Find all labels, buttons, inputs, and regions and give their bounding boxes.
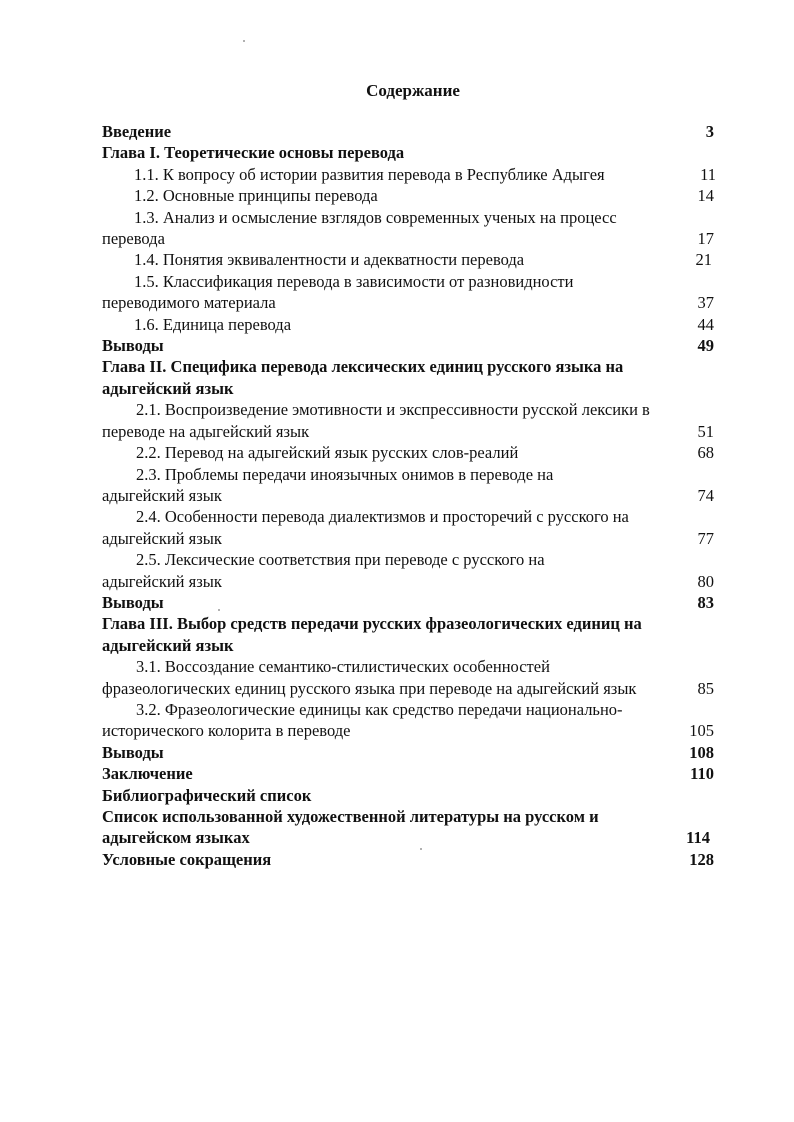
toc-entry-text: 1.1. К вопросу об истории развития перевода в Республике Адыгея — [134, 164, 605, 184]
toc-entry-page: 108 — [689, 742, 714, 762]
toc-entry-abbreviations — [102, 849, 714, 870]
toc-chapter-1 — [102, 142, 714, 163]
toc-entry-text: Выводы — [102, 336, 164, 356]
toc-entry-introduction — [102, 121, 714, 142]
scan-speck — [420, 848, 422, 850]
toc-entry-text: Выводы — [102, 592, 164, 612]
toc-entry-text: 1.5. Классификация перевода в зависимости от разновидности переводимого материала — [102, 271, 574, 313]
toc-entry-page: 14 — [697, 186, 714, 206]
toc-entry-text: 2.3. Проблемы передачи иноязычных онимов в переводе на адыгейский язык — [102, 464, 554, 505]
toc-entry-conclusions-3 — [102, 742, 714, 763]
toc-entry-2-5 — [102, 549, 714, 592]
toc-entry-2-1 — [102, 399, 714, 442]
toc-entry-text: Заключение — [102, 764, 193, 784]
toc-entry-text: 1.4. Понятия эквивалентности и адекватности перевода — [134, 250, 525, 270]
toc-entry-page: 83 — [697, 592, 714, 612]
toc-entry-2-3 — [102, 464, 714, 507]
toc-entry-text: 2.1. Воспроизведение эмотивности и экспрессивности русской лексики в переводе на адыгейский язык — [102, 400, 650, 441]
toc-entry-text: 3.1. Воссоздание семантико-стилистических особенностей фразеологических единиц русского языка при переводе на адыгейский язык — [102, 657, 637, 698]
toc-entry-1-6 — [102, 314, 714, 335]
toc-chapter-2 — [102, 356, 714, 399]
toc-entry-text: Глава III. Выбор средств передачи русских фразеологических единиц на адыгейский язык — [102, 614, 642, 655]
toc-entry-page: 44 — [697, 314, 714, 334]
toc-entry-conclusions-1 — [102, 335, 714, 356]
toc-entry-2-4 — [102, 506, 714, 549]
page-title: Содержание — [366, 81, 460, 100]
toc-entry-page: 80 — [697, 571, 714, 591]
toc-entry-text: Выводы — [102, 742, 164, 762]
toc-entry-page: 21 — [695, 250, 712, 270]
toc-entry-page: 51 — [697, 421, 714, 441]
toc-entry-page: 68 — [697, 443, 714, 463]
toc-entry-text: 2.5. Лексические соответствия при переводе с русского на адыгейский язык — [102, 550, 545, 591]
toc-entry-text: 1.2. Основные принципы перевода — [134, 186, 378, 206]
toc-entry-text: Список использованной художественной литературы на русском и адыгейском языках — [102, 807, 599, 848]
toc-entry-text: 2.2. Перевод на адыгейский язык русских слов-реалий — [136, 443, 519, 463]
toc-entry-text: Введение — [102, 122, 172, 141]
toc-entry-text: 1.3. Анализ и осмысление взглядов современных ученых на процесс перевода — [102, 207, 617, 249]
toc-entry-page: 128 — [689, 849, 714, 869]
toc-entry-conclusions-2 — [102, 592, 714, 613]
toc-entry-1-5 — [102, 271, 714, 314]
toc-entry-literature-list — [102, 806, 714, 849]
toc-entry-1-1 — [102, 164, 714, 185]
toc-chapter-3 — [102, 613, 714, 656]
toc-entry-text: Условные сокращения — [102, 849, 272, 869]
toc-entry-page: 85 — [697, 678, 714, 698]
toc-entry-page: 77 — [697, 528, 714, 548]
toc-entry-conclusion — [102, 763, 714, 784]
toc-entry-page: 105 — [689, 721, 714, 741]
toc-entry-text: 3.2. Фразеологические единицы как средство передачи национально-исторического колорита в переводе — [102, 699, 623, 741]
toc-entry-1-3 — [102, 207, 714, 250]
scan-speck — [218, 609, 220, 611]
toc-entry-3-2 — [102, 699, 714, 742]
toc-entry-page: 114 — [686, 828, 710, 848]
toc-entry-text: Библиографический список — [102, 785, 312, 805]
toc-entry-page: 74 — [697, 485, 714, 505]
scan-speck — [243, 40, 245, 42]
toc-entry-2-2 — [102, 442, 714, 463]
toc-entry-text: Глава II. Специфика перевода лексических единиц русского языка на адыгейский язык — [102, 357, 624, 398]
toc-entry-page: 11 — [700, 164, 716, 184]
table-of-contents — [102, 121, 714, 870]
toc-entry-text: 2.4. Особенности перевода диалектизмов и просторечий с русского на адыгейский язык — [102, 507, 629, 548]
toc-entry-3-1 — [102, 656, 714, 699]
toc-entry-1-2 — [102, 185, 714, 206]
toc-entry-bibliography — [102, 785, 714, 806]
toc-entry-page: 49 — [697, 336, 714, 356]
toc-entry-1-4 — [102, 249, 714, 270]
toc-entry-page: 3 — [705, 122, 714, 141]
toc-entry-page: 37 — [697, 293, 714, 313]
toc-entry-text: Глава I. Теоретические основы перевода — [102, 143, 405, 163]
toc-entry-page: 110 — [690, 764, 714, 784]
toc-entry-text: 1.6. Единица перевода — [134, 314, 292, 334]
toc-entry-page: 17 — [697, 229, 714, 249]
